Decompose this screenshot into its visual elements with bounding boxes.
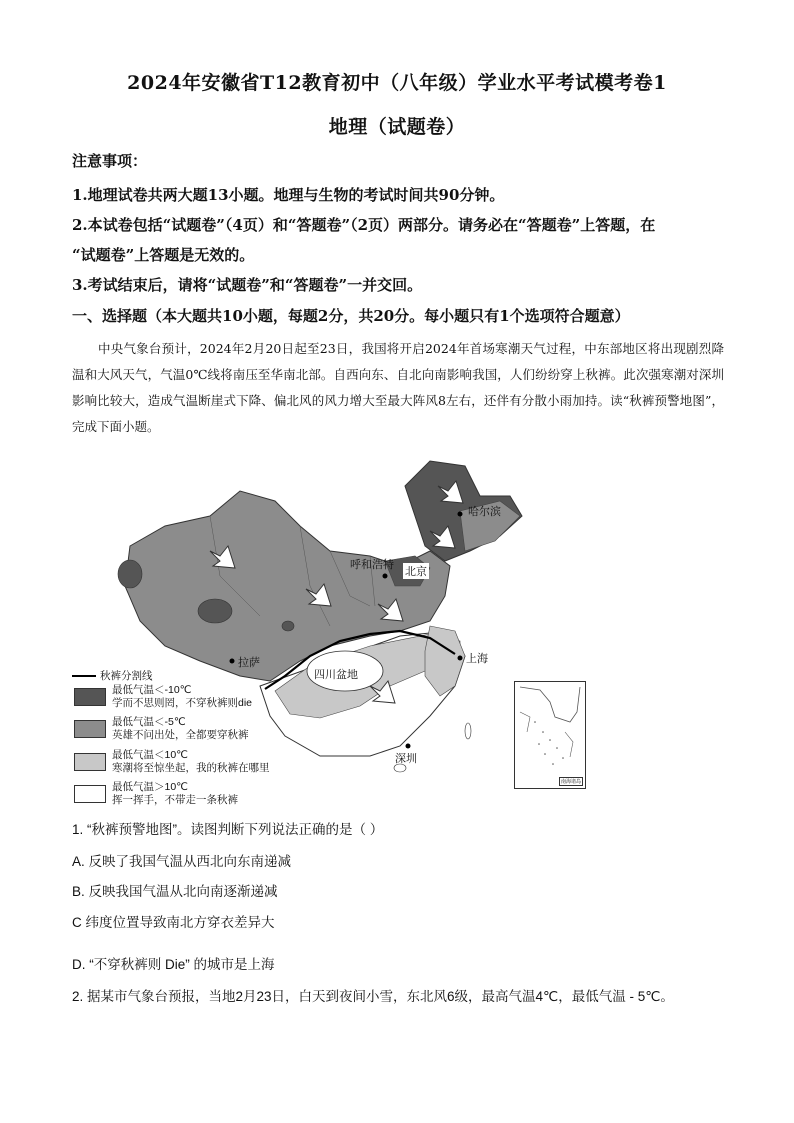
label-sichuan-basin: 四川盆地	[314, 669, 358, 681]
label-lhasa: 拉萨	[238, 657, 260, 669]
notice-item-2: 2.本试卷包括“试题卷”（4页）和“答题卷”（2页）两部分。请务必在“答题卷”上答题，在	[72, 216, 656, 234]
inset-label: 南海诸岛	[560, 779, 581, 785]
legend-caption: 挥一挥手，不带走一条秋裤	[112, 794, 238, 806]
label-harbin: 哈尔滨	[468, 506, 501, 518]
hohhot-marker	[383, 574, 388, 579]
label-shenzhen: 深圳	[395, 753, 417, 765]
south-china-sea-inset	[514, 681, 586, 789]
question-2-stem: 2. 据某市气象台预报，当地2月23日，白天到夜间小雪，东北风6级，最高气温4℃，最低气温 - 5℃。	[72, 989, 674, 1004]
paper-subtitle: 地理（试题卷）	[328, 116, 466, 138]
legend-label: 最低气温＜10℃	[112, 749, 188, 761]
legend-item	[72, 716, 302, 748]
question-1-option-d: D. “不穿秋裤则 Die” 的城市是上海	[72, 957, 275, 972]
legend-caption: 寒潮将至惊坐起，我的秋裤在哪里	[112, 762, 270, 774]
legend-swatch	[74, 720, 106, 738]
question-1-stem: 1. “秋裤预警地图”。读图判断下列说法正确的是（ ）	[72, 822, 384, 837]
notice-heading: 注意事项：	[72, 152, 148, 170]
legend-swatch	[74, 785, 106, 803]
question-1-option-c: C 纬度位置导致南北方穿衣差异大	[72, 915, 275, 930]
legend-label: 最低气温＜-10℃	[112, 684, 192, 696]
lhasa-marker	[230, 659, 235, 664]
shenzhen-marker	[406, 744, 411, 749]
reading-passage: 中央气象台预计，2024年2月20日起至23日，我国将开启2024年首场寒潮天气过程，中东部地区将出现剧烈降温和大风天气，气温0℃线将南压至华南北部。自西向东、自北向南影响我国，人们纷纷穿上秋裤。此次强寒潮对深圳影响比较大，造成气温断崖式下降、偏北风的风力增大至最大阵风8左右，还伴有分散小雨加持。读“秋裤预警地图”，完成下面小题。	[72, 341, 724, 434]
legend-label: 最低气温＞10℃	[112, 781, 188, 793]
shanghai-marker	[458, 656, 463, 661]
paper-title: 2024年安徽省T12教育初中（八年级）学业水平考试模考卷1	[127, 72, 667, 94]
dividing-line-icon	[72, 675, 96, 677]
label-beijing: 北京	[403, 563, 429, 579]
question-1-option-a: A. 反映了我国气温从西北向东南递减	[72, 854, 292, 869]
legend-dividing-line	[72, 668, 153, 683]
inset-map	[515, 682, 585, 788]
label-hohhot: 呼和浩特	[350, 559, 394, 571]
label-shanghai: 上海	[466, 653, 488, 665]
legend-swatch	[74, 753, 106, 771]
question-1-option-b: B. 反映我国气温从北向南逐渐递减	[72, 884, 278, 899]
legend-line-label: 秋裤分割线	[100, 670, 153, 682]
legend-caption: 学而不思则罔，不穿秋裤则die	[112, 697, 253, 709]
legend-item	[72, 684, 302, 716]
notice-item-1: 1.地理试卷共两大题13小题。地理与生物的考试时间共90分钟。	[72, 186, 505, 204]
legend-item	[72, 749, 302, 781]
legend-swatch	[74, 688, 106, 706]
legend-item	[72, 781, 302, 813]
notice-item-3: 3.考试结束后，请将“试题卷”和“答题卷”一并交回。	[72, 276, 423, 294]
notice-item-2-continued: “试题卷”上答题是无效的。	[72, 246, 255, 264]
legend-caption: 英雄不问出处，全都要穿秋裤	[112, 729, 249, 741]
harbin-marker	[458, 512, 463, 517]
section-heading: 一、选择题（本大题共10小题，每题2分，共20分。每小题只有1个选项符合题意）	[72, 307, 630, 325]
legend-label: 最低气温＜-5℃	[112, 716, 186, 728]
